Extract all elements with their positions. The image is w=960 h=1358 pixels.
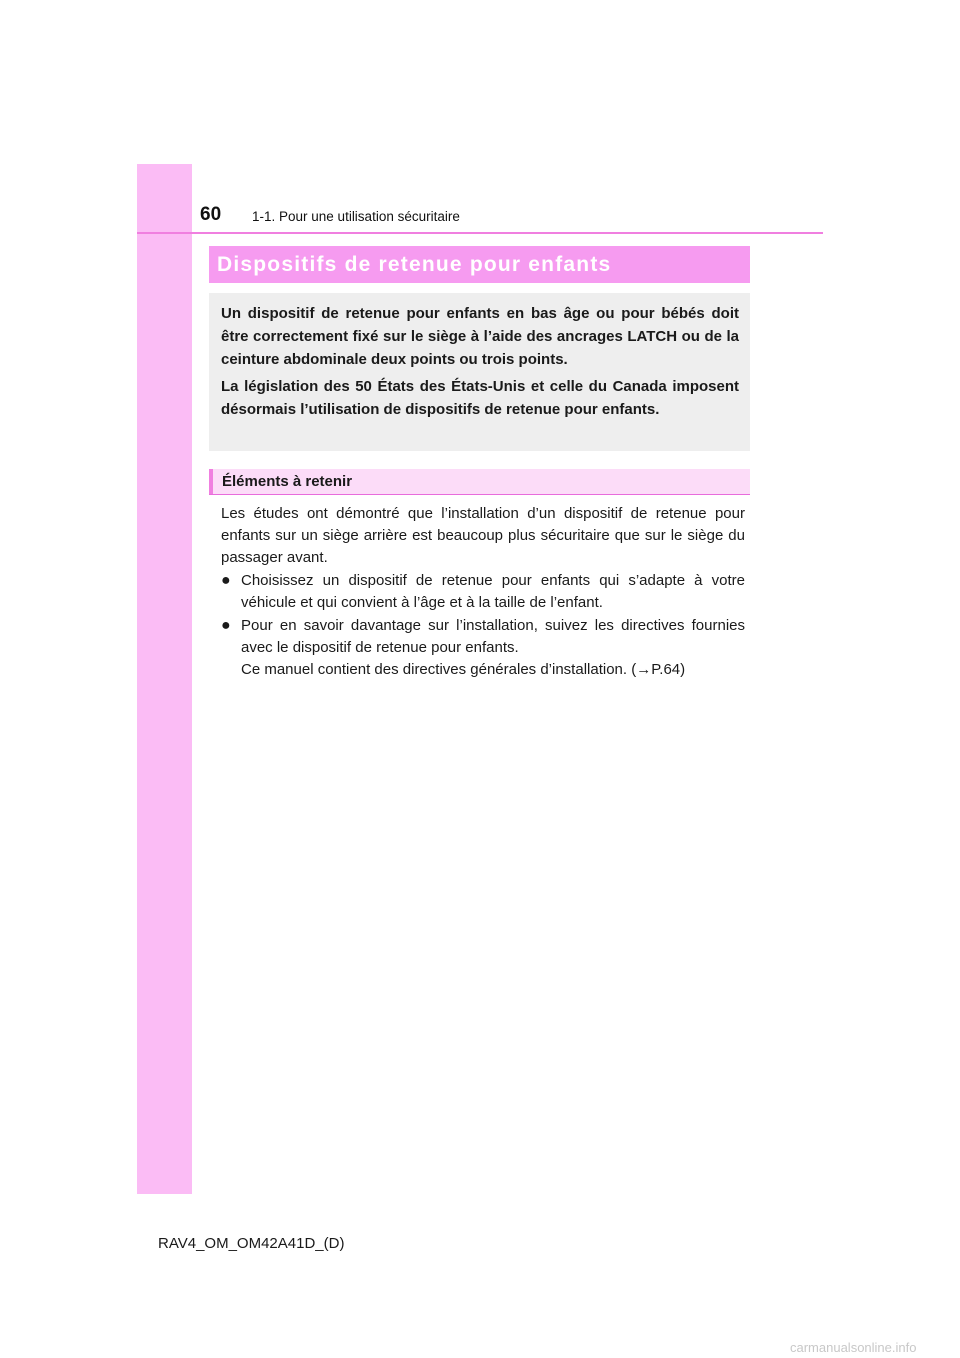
subsection-header bbox=[209, 469, 750, 495]
intro-paragraph: La législation des 50 États des États-Unis et celle du Canada imposent désormais l’utilisation de dispositifs de retenue pour enfants. bbox=[221, 378, 739, 418]
section-title: 1-1. Pour une utilisation sécuritaire bbox=[252, 209, 460, 224]
intro-box bbox=[209, 293, 750, 451]
bullet-text: Pour en savoir davantage sur l’installation, suivez les directives fournies avec le dispositif de retenue pour enfants. bbox=[241, 617, 745, 656]
page-number: 60 bbox=[200, 204, 222, 225]
list-item bbox=[221, 570, 745, 614]
bullet-text: Choisissez un dispositif de retenue pour enfants qui s’adapte à votre véhicule et qui convient à l’âge et à la taille de l’enfant. bbox=[241, 572, 745, 611]
list-item bbox=[221, 615, 745, 681]
page-title: Dispositifs de retenue pour enfants bbox=[217, 252, 612, 276]
header-divider bbox=[137, 232, 823, 234]
document-code: RAV4_OM_OM42A41D_(D) bbox=[158, 1235, 345, 1252]
bullet-icon: ● bbox=[221, 617, 231, 634]
body-paragraph: Les études ont démontré que l’installation d’un dispositif de retenue pour enfants sur un siège arrière est beaucoup plus sécuritaire que sur le siège du passager avant. bbox=[221, 505, 745, 566]
cross-reference-note: Ce manuel contient des directives générales d’installation. (→P.64) bbox=[241, 661, 686, 678]
side-color-band bbox=[137, 164, 192, 1194]
intro-paragraph: Un dispositif de retenue pour enfants en bas âge ou pour bébés doit être correctement fixé sur le siège à l’aide des ancrages LATCH ou de la ceinture abdominale deux points ou trois points. bbox=[221, 305, 739, 368]
watermark: carmanualsonline.info bbox=[790, 1340, 917, 1355]
subsection-accent bbox=[209, 469, 213, 494]
bullet-icon: ● bbox=[221, 572, 231, 589]
subsection-title: Éléments à retenir bbox=[222, 473, 353, 490]
title-banner bbox=[209, 246, 750, 283]
